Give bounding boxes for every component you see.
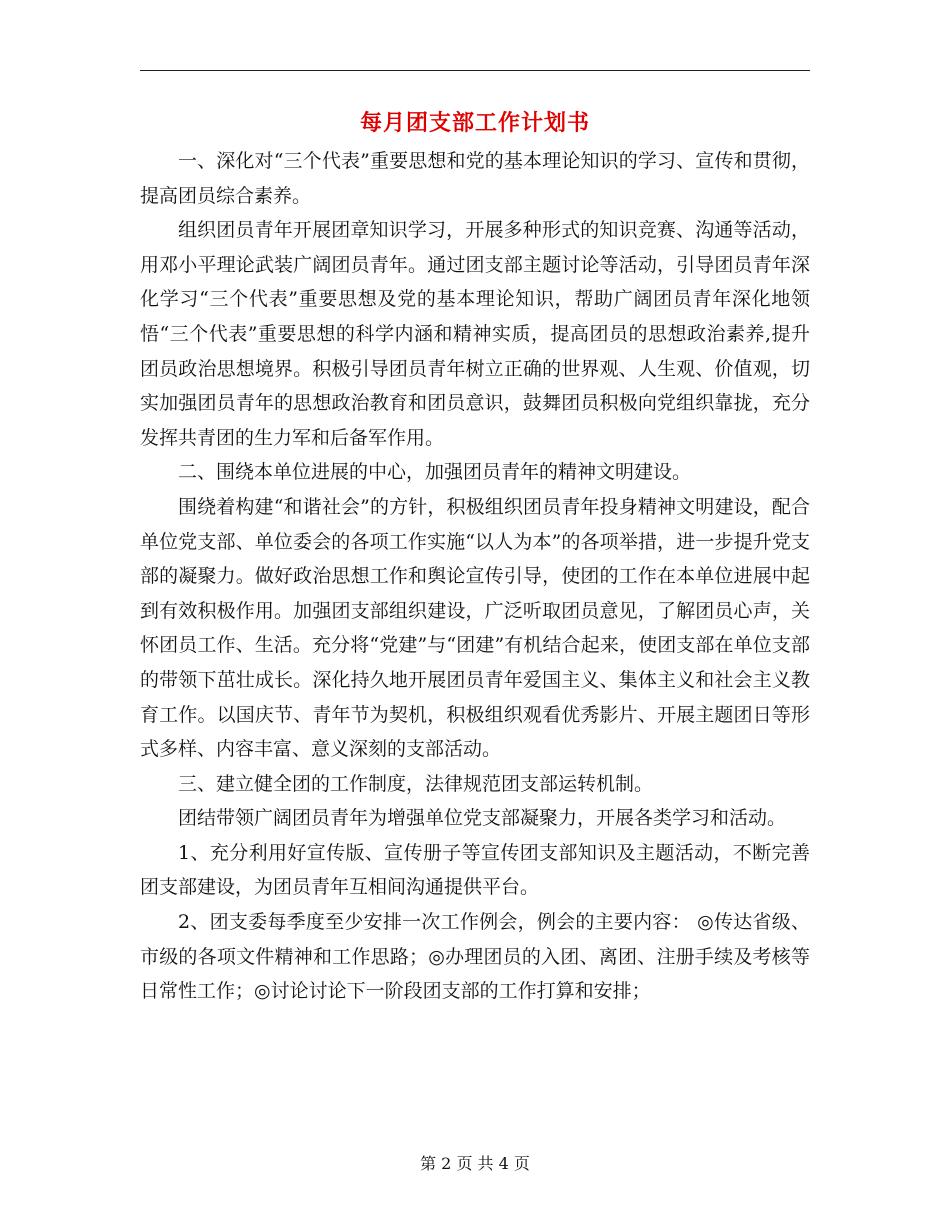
paragraph-8: 2、团支委每季度至少安排一次工作例会，例会的主要内容： ◎传达省级、市级的各项文件精神和工作思路；◎办理团员的入团、离团、注册手续及考核等日常性工作；◎讨论讨论下一阶段团支部的工作打算和安排； [140,911,810,1003]
document-title: 每月团支部工作计划书 [359,110,590,136]
header-rule [140,70,810,71]
paragraph-7: 1、充分利用好宣传版、宣传册子等宣传团支部知识及主题活动，不断完善团支部建设，为团员青年互相间沟通提供平台。 [140,841,810,899]
paragraph-4: 围绕着构建“和谐社会”的方针，积极组织团员青年投身精神文明建设，配合单位党支部、单位委会的各项工作实施“以人为本”的各项举措，进一步提升党支部的凝聚力。做好政治思想工作和舆论宣传引导，使团的工作在本单位进展中起到有效积极作用。加强团支部组织建设，广泛听取团员意见，了解团员心声，关怀团员工作、生活。充分将“党建”与“团建”有机结合起来，使团支部在单位支部的带领下茁壮成长。深化持久地开展团员青年爱国主义、集体主义和社会主义教育工作。以国庆节、青年节为契机，积极组织观看优秀影片、开展主题团日等形式多样、内容丰富、意义深刻的支部活动。 [140,495,810,761]
paragraph-2: 组织团员青年开展团章知识学习，开展多种形式的知识竞赛、沟通等活动，用邓小平理论武装广阔团员青年。通过团支部主题讨论等活动，引导团员青年深化学习“三个代表”重要思想及党的基本理论知识，帮助广阔团员青年深化地领悟“三个代表”重要思想的科学内涵和精神实质，提高团员的思想政治素养,提升团员政治思想境界。积极引导团员青年树立正确的世界观、人生观、价值观，切实加强团员青年的思想政治教育和团员意识，鼓舞团员积极向党组织靠拢，充分发挥共青团的生力军和后备军作用。 [140,219,810,449]
page-footer: 第 2 页 共 4 页 [420,1154,530,1173]
paragraph-5: 三、建立健全团的工作制度，法律规范团支部运转机制。 [178,772,654,795]
paragraph-6: 团结带领广阔团员青年为增强单位党支部凝聚力，开展各类学习和活动。 [178,807,787,830]
document-body [140,144,810,1009]
paragraph-3: 二、围绕本单位进展的中心，加强团员青年的精神文明建设。 [178,461,692,484]
paragraph-1: 一、深化对“三个代表”重要思想和党的基本理论知识的学习、宣传和贯彻，提高团员综合素养。 [140,150,810,207]
